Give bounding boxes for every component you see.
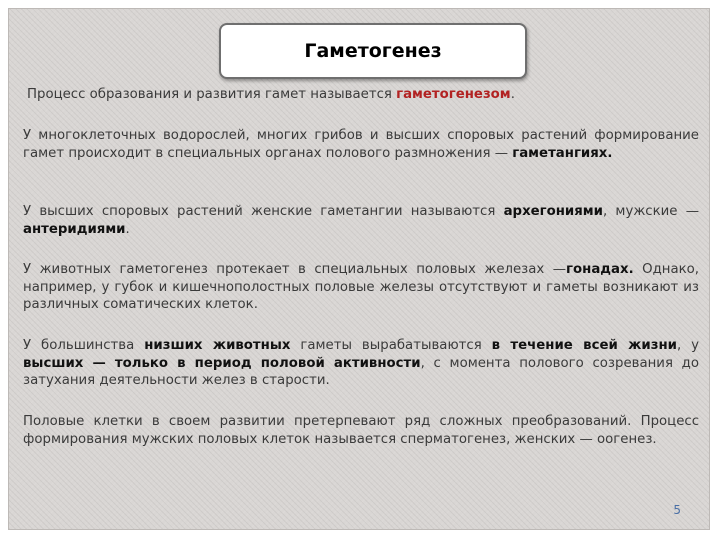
term-lower-animals: низших животных <box>144 338 291 353</box>
term-gonads: гонадах. <box>566 262 634 277</box>
p3-text-2: Однако, например, у губок и кишечнополостных половые железы отсутствуют и гаметы возникают из различных соматических клеток. <box>23 262 700 312</box>
page-number: 5 <box>673 503 681 517</box>
p2-text-1: У высших споровых растений женские гаметангии называются <box>23 204 504 219</box>
paragraph-archegonia <box>23 203 699 238</box>
slide <box>8 8 710 530</box>
p4-text-2: гаметы вырабатываются <box>290 338 492 353</box>
p5-text-1: Половые клетки в своем развитии претерпевают ряд сложных преобразований. Процесс формирования мужских половых клеток называется сперматогенез, женских — оогенез. <box>23 414 699 447</box>
intro-text-2: . <box>510 87 515 102</box>
p4-text-4: , с момента полового созревания до затухания деятельности желез в старости. <box>23 355 699 388</box>
term-gametogenesis: гаметогенезом <box>396 87 511 102</box>
paragraph-gonads <box>23 261 699 314</box>
term-whole-life: в течение всей жизни <box>491 338 677 353</box>
p4-text-1: У большинства <box>23 338 145 353</box>
term-higher-animals: высших — только в период половой активности <box>23 355 421 371</box>
slide-title: Гаметогенез <box>304 40 442 62</box>
paragraph-animals <box>23 337 699 390</box>
p4-text-3: , у <box>676 338 700 353</box>
term-gametangia: гаметангиях. <box>512 145 613 161</box>
p2-text-3: . <box>125 221 130 237</box>
term-archegonia: архегониями <box>503 204 603 219</box>
p2-text-2: , мужские — <box>602 204 699 219</box>
intro-paragraph <box>27 86 687 104</box>
paragraph-spermatogenesis <box>23 413 699 448</box>
paragraph-gametangia <box>23 127 699 162</box>
intro-text-1: Процесс образования и развития гамет называется <box>27 87 397 102</box>
p1-text-1: У многоклеточных водорослей, многих грибов и высших споровых растений формирование гамет происходит в специальных органах полового размножения — <box>23 128 699 161</box>
term-antheridia: антеридиями <box>23 221 126 237</box>
title-box <box>219 23 527 79</box>
p3-text-1: У животных гаметогенез протекает в специальных половых железах — <box>23 262 567 277</box>
